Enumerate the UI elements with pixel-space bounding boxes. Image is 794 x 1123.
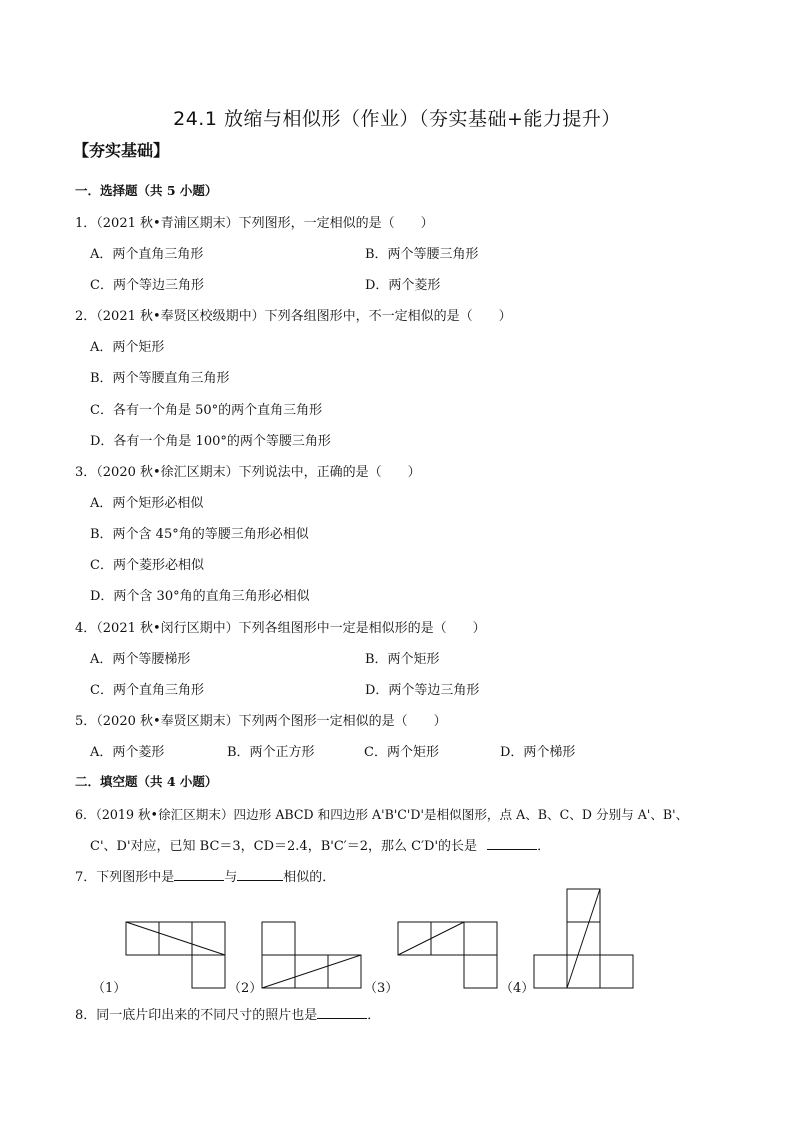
question-3-stem: 3．（2020 秋•徐汇区期末）下列说法中，正确的是（ ） bbox=[75, 465, 421, 480]
question-6-line-1: 6．（2019 秋•徐汇区期末）四边形 ABCD 和四边形 A'B'C'D'是相似图形，点 A、B、C、D 分别与 A'、B'、 bbox=[75, 807, 689, 822]
question-2-option-b: B．两个等腰直角三角形 bbox=[90, 371, 230, 386]
figure-4-label: （4） bbox=[500, 981, 535, 996]
question-2-stem: 2．（2021 秋•奉贤区校级期中）下列各组图形中，不一定相似的是（ ） bbox=[75, 309, 512, 324]
question-6-text: C'、D'对应，已知 BC＝3，CD＝2.4，B'C′＝2，那么 C′D'的长是 bbox=[90, 839, 478, 854]
question-3-option-c: C．两个菱形必相似 bbox=[90, 558, 204, 573]
figure-1 bbox=[126, 922, 226, 988]
question-4-option-c: C．两个直角三角形 bbox=[90, 683, 204, 698]
question-4-option-b: B．两个矩形 bbox=[365, 652, 440, 667]
question-8-end: ． bbox=[367, 1008, 381, 1023]
fill-section-heading: 二．填空题（共 4 小题） bbox=[75, 774, 218, 789]
question-5-option-b: B．两个正方形 bbox=[227, 745, 315, 760]
question-4-option-a: A．两个等腰梯形 bbox=[90, 652, 191, 667]
question-1-option-a: A．两个直角三角形 bbox=[90, 247, 204, 262]
question-3-option-d: D．两个含 30°角的直角三角形必相似 bbox=[90, 589, 310, 604]
question-1-stem: 1．（2021 秋•青浦区期末）下列图形，一定相似的是（ ） bbox=[75, 216, 434, 231]
question-7-text-start: 7．下列图形中是 bbox=[75, 870, 175, 885]
question-1-option-d: D．两个菱形 bbox=[365, 278, 441, 293]
question-6-line-2 bbox=[90, 835, 550, 854]
question-6-end: ． bbox=[537, 839, 551, 854]
figure-2-label: （2） bbox=[228, 981, 263, 996]
figure-1-label: （1） bbox=[92, 981, 127, 996]
question-5-option-d: D．两个梯形 bbox=[500, 745, 576, 760]
answer-blank-6[interactable] bbox=[487, 837, 537, 850]
question-5-option-a: A．两个菱形 bbox=[90, 745, 165, 760]
question-4-stem: 4．（2021 秋•闵行区期中）下列各组图形中一定是相似形的是（ ） bbox=[75, 621, 486, 636]
figure-4 bbox=[534, 889, 634, 989]
question-1-option-c: C．两个等边三角形 bbox=[90, 278, 204, 293]
choice-section-heading: 一．选择题（共 5 小题） bbox=[75, 183, 218, 198]
question-3-option-a: A．两个矩形必相似 bbox=[90, 496, 204, 511]
question-8-text: 8．同一底片印出来的不同尺寸的照片也是 bbox=[75, 1008, 318, 1023]
answer-blank-7b[interactable] bbox=[237, 868, 283, 881]
question-7-text-mid: 与 bbox=[224, 870, 238, 885]
section-heading: 【夯实基础】 bbox=[73, 141, 170, 160]
question-2-option-d: D．各有一个角是 100°的两个等腰三角形 bbox=[90, 434, 331, 449]
figure-3 bbox=[398, 922, 498, 988]
question-8-stem bbox=[75, 1004, 380, 1023]
question-4-option-d: D．两个等边三角形 bbox=[365, 683, 480, 698]
question-5-option-c: C．两个矩形 bbox=[364, 745, 439, 760]
figure-2 bbox=[262, 922, 362, 988]
answer-blank-8[interactable] bbox=[317, 1006, 367, 1019]
answer-blank-7a[interactable] bbox=[174, 868, 224, 881]
page-title: 24.1 放缩与相似形（作业）（夯实基础+能力提升） bbox=[173, 108, 621, 130]
question-5-stem: 5．（2020 秋•奉贤区期末）下列两个图形一定相似的是（ ） bbox=[75, 714, 447, 729]
question-7-stem bbox=[75, 866, 335, 885]
question-2-option-c: C．各有一个角是 50°的两个直角三角形 bbox=[90, 403, 323, 418]
figure-3-label: （3） bbox=[364, 981, 399, 996]
question-3-option-b: B．两个含 45°角的等腰三角形必相似 bbox=[90, 527, 309, 542]
question-2-option-a: A．两个矩形 bbox=[90, 340, 165, 355]
question-7-text-end: 相似的． bbox=[283, 870, 336, 885]
question-1-option-b: B．两个等腰三角形 bbox=[365, 247, 479, 262]
